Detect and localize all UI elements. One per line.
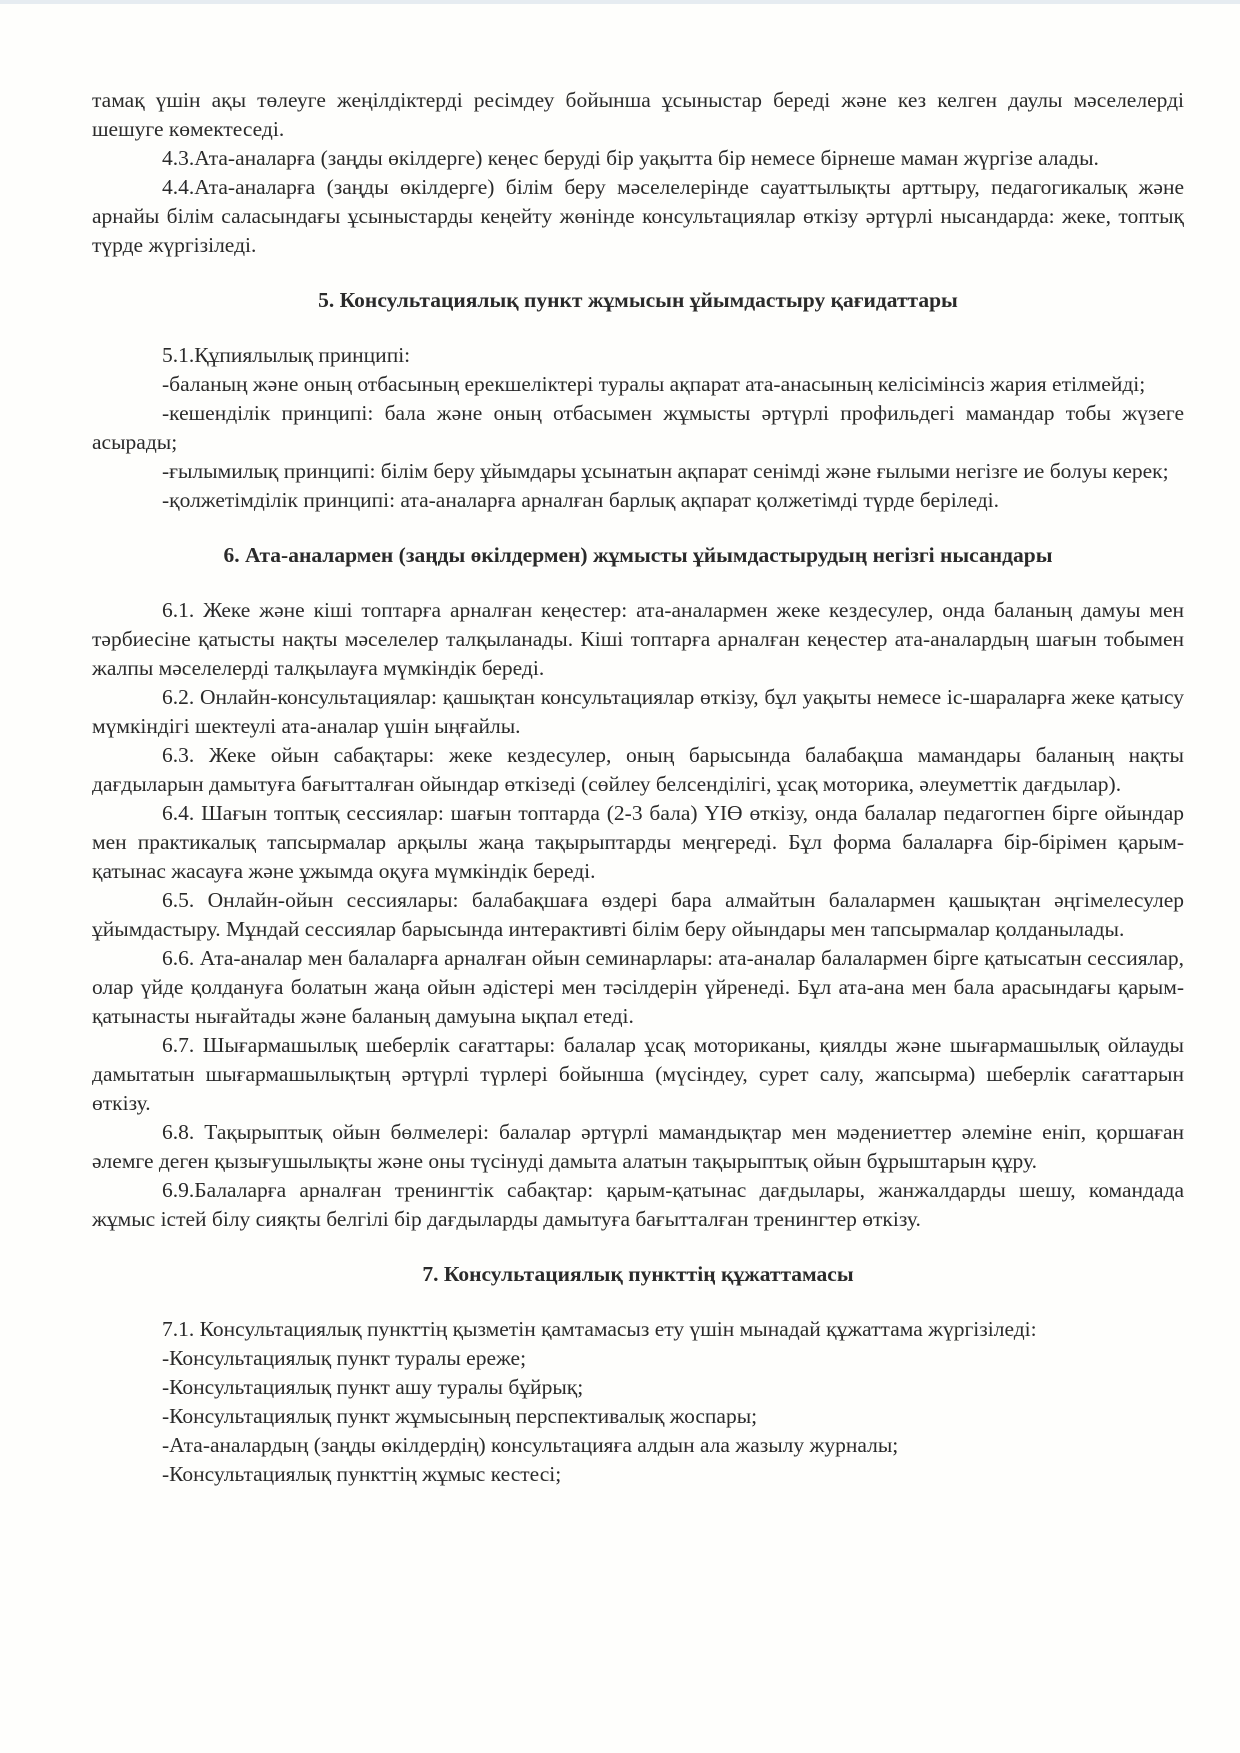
- list-item: -баланың және оның отбасының ерекшеліктері туралы ақпарат ата-анасының келісімінсіз жария етілмейді;: [162, 372, 1146, 396]
- list-item: -Консультациялық пункт туралы ереже;: [162, 1346, 527, 1370]
- paragraph-4-3: 4.3.Ата-аналарға (заңды өкілдерге) кеңес беруді бір уақытта бір немесе бірнеше маман жүргізе алады.: [162, 146, 1099, 170]
- scan-edge: [0, 0, 1240, 4]
- paragraph-7-1: 7.1. Консультациялық пункттің қызметін қамтамасыз ету үшін мынадай құжаттама жүргізіледі:: [162, 1317, 1037, 1341]
- section-5-heading: 5. Консультациялық пункт жұмысын ұйымдастыру қағидаттары: [318, 288, 958, 312]
- list-item: -Консультациялық пункттің жұмыс кестесі;: [162, 1462, 562, 1486]
- paragraph-4-4: 4.4.Ата-аналарға (заңды өкілдерге) білім беру мәселелерінде сауаттылықты арттыру, педагогикалық және арнайы білім саласындағы ұсыныстарды кеңейту жөнінде консультациялар өткізу әртүрлі нысандарда: жеке, топтық түрде жүргізіледі.: [92, 175, 1184, 257]
- paragraph-6-4: 6.4. Шағын топтық сессиялар: шағын топтарда (2-3 бала) ҮІӨ өткізу, онда балалар педагогпен бірге ойындар мен практикалық тапсырмалар арқылы жаңа тақырыптарды меңгереді. Бұл форма балаларға бір-бірімен қарым-қатынас жасауға және ұжымда оқуға мүмкіндік береді.: [92, 801, 1184, 883]
- list-item: -Консультациялық пункт жұмысының перспективалық жоспары;: [162, 1404, 758, 1428]
- list-item: -Консультациялық пункт ашу туралы бұйрық;: [162, 1375, 584, 1399]
- paragraph-6-9: 6.9.Балаларға арналған тренингтік сабақтар: қарым-қатынас дағдылары, жанжалдарды шешу, командада жұмыс істей білу сияқты белгілі бір дағдыларды дамытуға бағытталған тренингтер өткізу.: [92, 1178, 1184, 1231]
- section-7-heading: 7. Консультациялық пункттің құжаттамасы: [422, 1262, 854, 1286]
- list-item: -ғылымилық принципі: білім беру ұйымдары ұсынатын ақпарат сенімді және ғылыми негізге ие болуы керек;: [162, 459, 1169, 483]
- paragraph-5-1: 5.1.Құпиялылық принципі:: [162, 343, 411, 367]
- paragraph-6-2: 6.2. Онлайн-консультациялар: қашықтан консультациялар өткізу, бұл уақыты немесе іс-шараларға жеке қатысу мүмкіндігі шектеулі ата-аналар үшін ыңғайлы.: [92, 685, 1184, 738]
- paragraph-6-6: 6.6. Ата-аналар мен балаларға арналған ойын семинарлары: ата-аналар балалармен бірге қатысатын сессиялар, олар үйде қолдануға болатын жаңа ойын әдістері мен тәсілдерін үйренеді. Бұл ата-ана мен бала арасындағы қарым-қатынасты нығайтады және баланың дамуына ықпал етеді.: [92, 946, 1184, 1028]
- paragraph-6-7: 6.7. Шығармашылық шеберлік сағаттары: балалар ұсақ моториканы, қиялды және шығармашылық ойлауды дамытатын шығармашылықтың әртүрлі түрлері бойынша (мүсіндеу, сурет салу, жапсырма) шеберлік сағаттарын өткізу.: [92, 1033, 1184, 1115]
- paragraph-6-5: 6.5. Онлайн-ойын сессиялары: балабақшаға өздері бара алмайтын балалармен қашықтан әңгімелесулер ұйымдастыру. Мұндай сессиялар барысында интерактивті білім беру ойындары мен тапсырмалар қолданылады.: [92, 888, 1184, 941]
- section-6-heading: 6. Ата-аналармен (заңды өкілдермен) жұмысты ұйымдастырудың негізгі нысандары: [223, 543, 1053, 567]
- document-body: [92, 86, 1184, 1489]
- list-item: -кешенділік принципі: бала және оның отбасымен жұмысты әртүрлі профильдегі мамандар тобы жүзеге асырады;: [92, 401, 1184, 454]
- paragraph-6-3: 6.3. Жеке ойын сабақтары: жеке кездесулер, оның барысында балабақша мамандары баланың нақты дағдыларын дамытуға бағытталған ойындар өткізеді (сөйлеу белсенділігі, ұсақ моторика, әлеуметтік дағдылар).: [92, 743, 1184, 796]
- paragraph-6-1: 6.1. Жеке және кіші топтарға арналған кеңестер: ата-аналармен жеке кездесулер, онда баланың дамуы мен тәрбиесіне қатысты нақты мәселелер талқыланады. Кіші топтарға арналған кеңестер ата-аналардың шағын тобымен жалпы мәселелерді талқылауға мүмкіндік береді.: [92, 598, 1184, 680]
- list-item: -Ата-аналардың (заңды өкілдердің) консультацияға алдын ала жазылу журналы;: [162, 1433, 899, 1457]
- list-item: -қолжетімділік принципі: ата-аналарға арналған барлық ақпарат қолжетімді түрде беріледі.: [162, 488, 999, 512]
- paragraph: тамақ үшін ақы төлеуге жеңілдіктерді ресімдеу бойынша ұсыныстар береді және кез келген даулы мәселелерді шешуге көмектеседі.: [92, 88, 1184, 141]
- paragraph-6-8: 6.8. Тақырыптық ойын бөлмелері: балалар әртүрлі мамандықтар мен мәдениеттер әлеміне еніп, қоршаған әлемге деген қызығушылықты және оны түсінуді дамыта алатын тақырыптық ойын бұрыштарын құру.: [92, 1120, 1184, 1173]
